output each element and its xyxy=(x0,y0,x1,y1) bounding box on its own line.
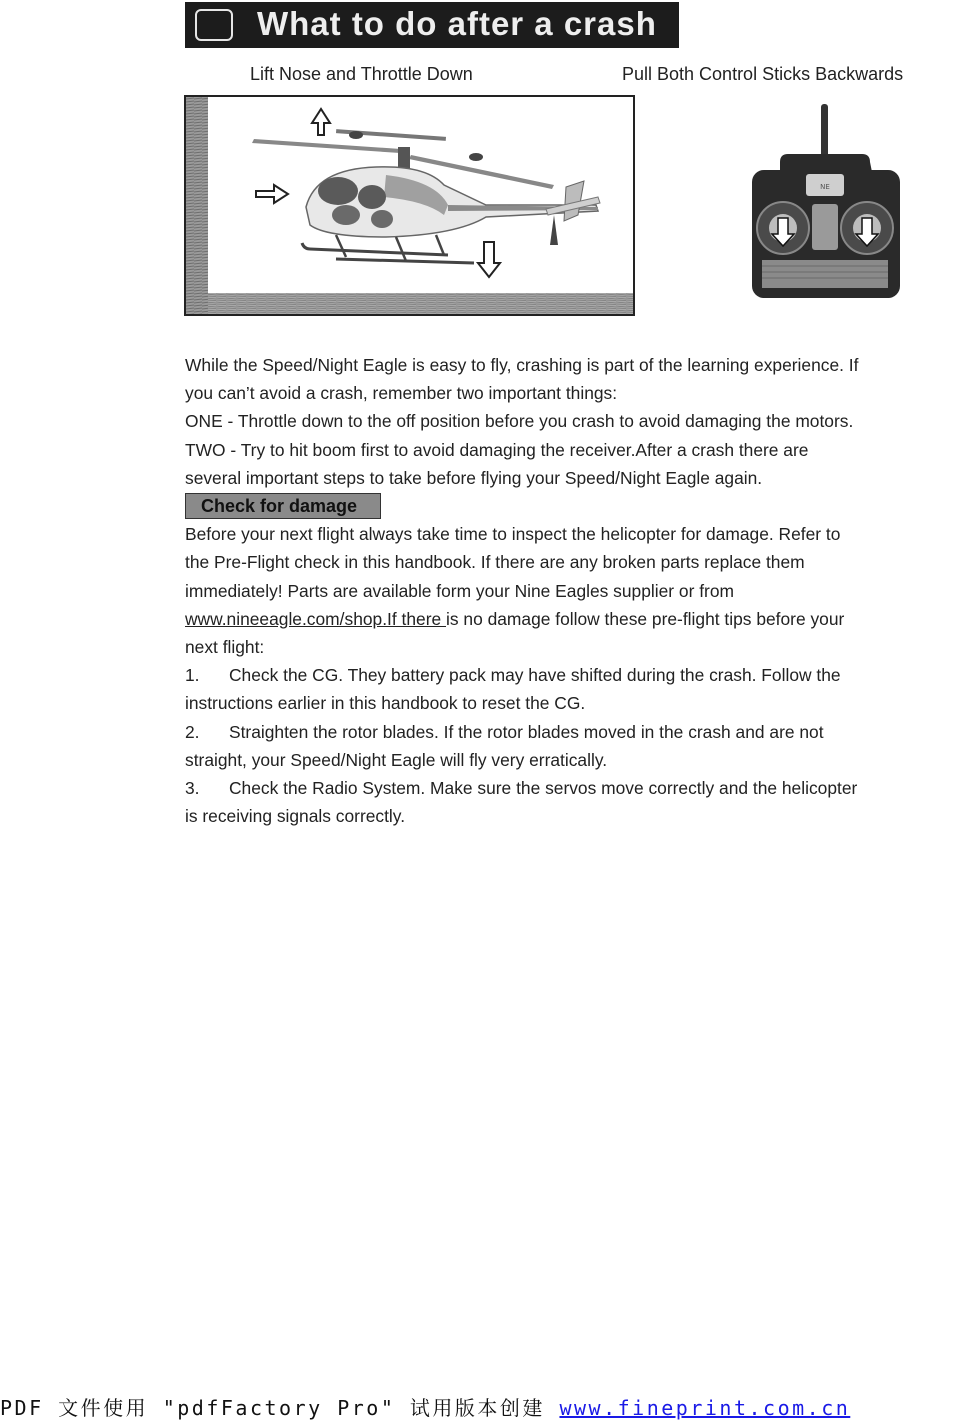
intro-line: TWO - Try to hit boom first to avoid damaging the receiver.After a crash there are xyxy=(185,439,809,460)
check-line: the Pre-Flight check in this handbook. If there are any broken parts replace them xyxy=(185,552,805,573)
wood-frame-left xyxy=(186,97,208,316)
arrow-right-icon xyxy=(256,185,288,203)
step-continuation: instructions earlier in this handbook to reset the CG. xyxy=(185,693,586,714)
arrow-down-icon xyxy=(478,242,500,277)
checkbox-square-icon xyxy=(195,9,233,41)
transmitter-caption: Pull Both Control Sticks Backwards xyxy=(622,64,904,84)
intro-line: ONE - Throttle down to the off position before you crash to avoid damaging the motors. xyxy=(185,411,854,432)
check-line: Before your next flight always take time to inspect the helicopter for damage. Refer to xyxy=(185,524,841,545)
check-line-with-link xyxy=(185,605,975,633)
step-number: 2. xyxy=(185,721,200,742)
helicopter-photo xyxy=(184,95,635,316)
window-icon xyxy=(318,177,358,205)
intro-line: you can’t avoid a crash, remember two important things: xyxy=(185,383,618,404)
instructions-body xyxy=(185,351,975,830)
landing-skid-icon xyxy=(302,243,448,255)
step-continuation: straight, your Speed/Night Eagle will fly very erratically. xyxy=(185,749,608,770)
check-for-damage-heading: Check for damage xyxy=(185,493,381,519)
arrow-up-icon xyxy=(312,109,330,135)
step-item xyxy=(185,661,975,689)
step-item xyxy=(185,774,975,802)
svg-text:NE: NE xyxy=(820,183,830,191)
rotor-blade-left-icon xyxy=(252,139,401,153)
watermark-text: PDF 文件使用 "pdfFactory Pro" 试用版本创建 xyxy=(0,1396,560,1420)
fineprint-link[interactable]: www.fineprint.com.cn xyxy=(559,1396,851,1420)
step-text: Straighten the rotor blades. If the rotor blades moved in the crash and are not xyxy=(229,721,824,742)
step-item xyxy=(185,718,975,746)
transmitter-illustration xyxy=(740,100,910,305)
step-text: Check the Radio System. Make sure the servos move correctly and the helicopter xyxy=(229,778,858,799)
page-title: What to do after a crash xyxy=(257,5,657,42)
helicopter-illustration xyxy=(186,97,635,316)
transmitter-photo xyxy=(740,100,910,305)
helicopter-caption: Lift Nose and Throttle Down xyxy=(250,64,473,84)
intro-line: While the Speed/Night Eagle is easy to fly, crashing is part of the learning experience. If xyxy=(185,355,859,375)
intro-line: several important steps to take before flying your Speed/Night Eagle again. xyxy=(185,467,763,488)
check-line: next flight: xyxy=(185,637,265,658)
step-number: 3. xyxy=(185,778,200,799)
pdf-watermark-footer xyxy=(0,1392,850,1421)
wood-frame-bottom xyxy=(208,293,635,316)
link-trailing-text: is no damage follow these pre-flight tips before your xyxy=(446,608,845,629)
section-title-bar xyxy=(185,2,679,48)
step-number: 1. xyxy=(185,665,200,686)
step-text: Check the CG. They battery pack may have shifted during the crash. Follow the xyxy=(229,665,841,686)
check-line: immediately! Parts are available form your Nine Eagles supplier or from xyxy=(185,580,734,601)
shop-link[interactable]: www.nineeagle.com/shop.If there xyxy=(185,608,447,629)
step-continuation: is receiving signals correctly. xyxy=(185,806,406,827)
